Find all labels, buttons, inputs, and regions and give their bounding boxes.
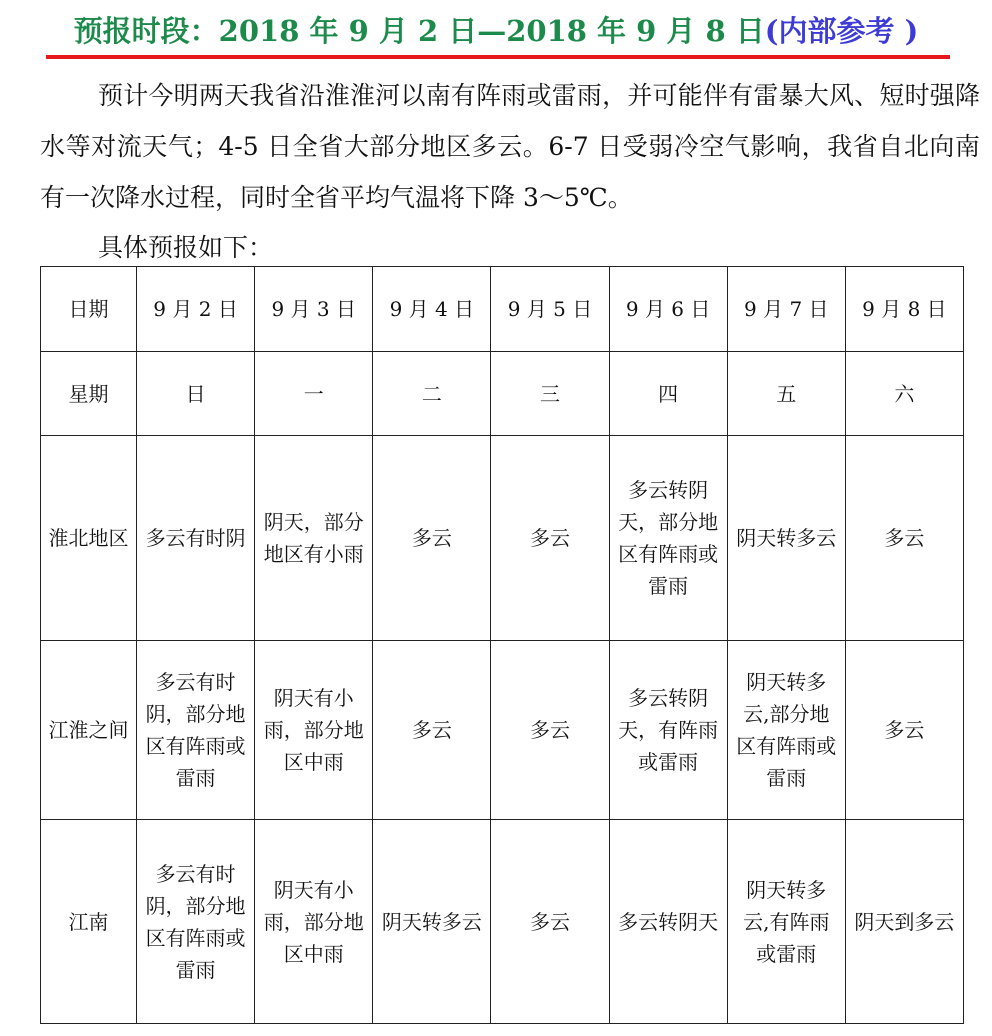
date-cell: 9 月 5 日	[491, 267, 609, 352]
forecast-intro: 具体预报如下：	[98, 233, 274, 262]
forecast-table	[40, 266, 964, 1024]
forecast-cell: 阴天转多云	[727, 436, 845, 641]
red-divider	[46, 55, 950, 59]
weekday-cell: 五	[727, 352, 845, 436]
forecast-cell: 多云转阴天	[609, 820, 727, 1024]
forecast-period: 预报时段：2018 年 9 月 2 日—2018 年 9 月 8 日	[73, 14, 765, 48]
weekday-cell: 四	[609, 352, 727, 436]
forecast-cell: 多云	[491, 436, 609, 641]
date-cell: 9 月 3 日	[255, 267, 373, 352]
forecast-cell: 阴天有小雨，部分地区中雨	[255, 820, 373, 1024]
forecast-cell: 多云	[491, 641, 609, 820]
forecast-cell: 多云	[491, 820, 609, 1024]
weekday-cell: 日	[137, 352, 255, 436]
region-name: 江南	[41, 820, 137, 1024]
internal-reference-note: (内部参考 )	[764, 14, 919, 48]
region-name: 淮北地区	[41, 436, 137, 641]
region-row-jianghuai	[41, 641, 964, 820]
weekday-cell: 二	[373, 352, 491, 436]
date-row	[41, 267, 964, 352]
forecast-period-heading	[0, 8, 992, 54]
date-cell: 9 月 4 日	[373, 267, 491, 352]
forecast-cell: 多云有时阴，部分地区有阵雨或雷雨	[137, 820, 255, 1024]
date-cell: 9 月 8 日	[845, 267, 963, 352]
date-cell: 9 月 2 日	[137, 267, 255, 352]
weekday-row	[41, 352, 964, 436]
forecast-cell: 阴天转多云,有阵雨或雷雨	[727, 820, 845, 1024]
region-row-jiangnan	[41, 820, 964, 1024]
forecast-cell: 阴天有小雨，部分地区中雨	[255, 641, 373, 820]
forecast-cell: 阴天转多云	[373, 820, 491, 1024]
forecast-cell: 多云有时阴，部分地区有阵雨或雷雨	[137, 641, 255, 820]
region-name: 江淮之间	[41, 641, 137, 820]
forecast-cell: 阴天转多云,部分地区有阵雨或雷雨	[727, 641, 845, 820]
forecast-cell: 多云有时阴	[137, 436, 255, 641]
forecast-cell: 多云转阴天，部分地区有阵雨或雷雨	[609, 436, 727, 641]
forecast-cell: 多云	[845, 641, 963, 820]
forecast-cell: 多云	[845, 436, 963, 641]
forecast-cell: 多云转阴天，有阵雨或雷雨	[609, 641, 727, 820]
forecast-cell: 阴天到多云	[845, 820, 963, 1024]
forecast-summary: 预计今明两天我省沿淮淮河以南有阵雨或雷雨，并可能伴有雷暴大风、短时强降水等对流天气；4-5 日全省大部分地区多云。6-7 日受弱冷空气影响，我省自北向南有一次降水过程，同时全省平均气温将下降 3～5℃。	[40, 81, 980, 212]
region-row-huaibei	[41, 436, 964, 641]
date-cell: 9 月 7 日	[727, 267, 845, 352]
forecast-cell: 阴天，部分地区有小雨	[255, 436, 373, 641]
weekday-cell: 六	[845, 352, 963, 436]
forecast-cell: 多云	[373, 436, 491, 641]
weekday-header: 星期	[41, 352, 137, 436]
weekday-cell: 三	[491, 352, 609, 436]
date-cell: 9 月 6 日	[609, 267, 727, 352]
forecast-cell: 多云	[373, 641, 491, 820]
date-header: 日期	[41, 267, 137, 352]
weekday-cell: 一	[255, 352, 373, 436]
